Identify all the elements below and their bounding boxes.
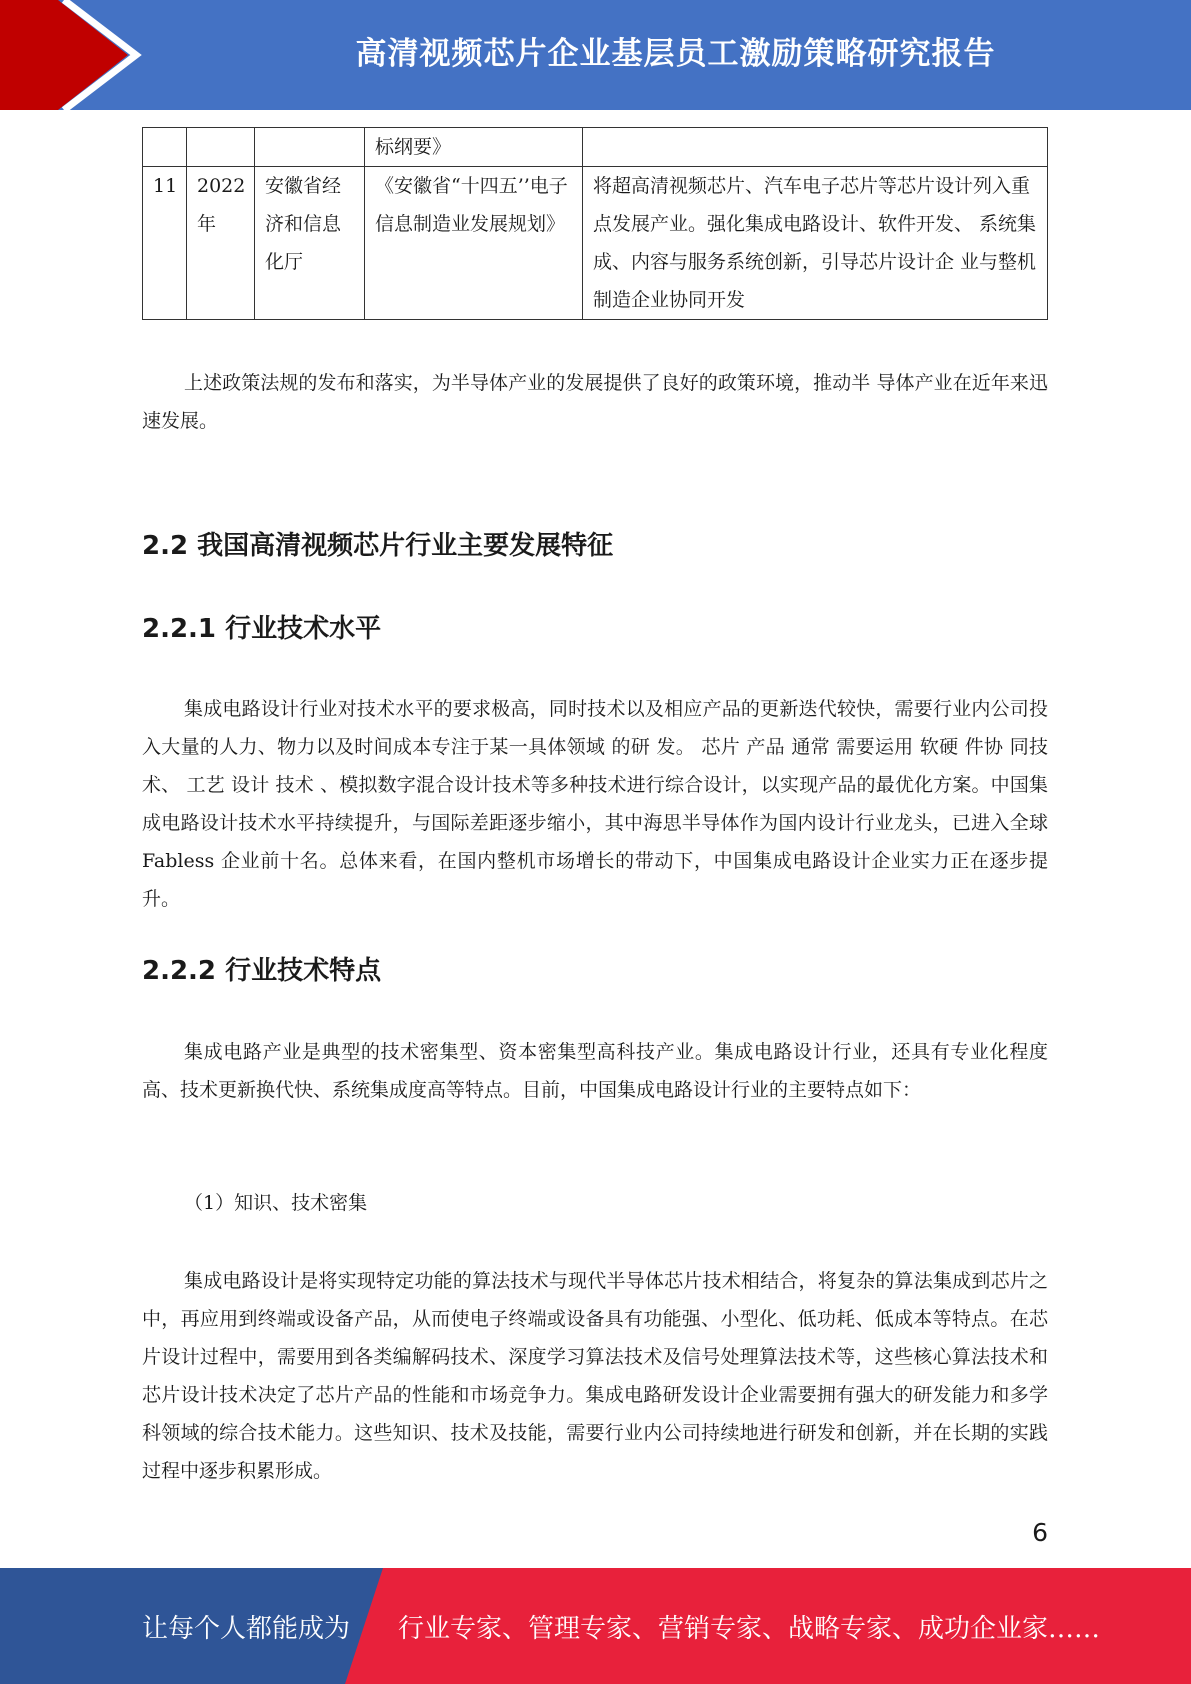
table-cell-org bbox=[255, 128, 365, 167]
intro-section bbox=[142, 364, 1048, 440]
report-title: 高清视频芯片企业基层员工激励策略研究报告 bbox=[355, 36, 996, 72]
knowledge-section bbox=[142, 1262, 1048, 1490]
table-cell-content bbox=[583, 128, 1048, 167]
table-cell-no: 11 bbox=[143, 167, 187, 320]
table-row bbox=[143, 167, 1048, 320]
table-cell-org: 安徽省经济和信息化厅 bbox=[255, 167, 365, 320]
section-heading-2-2-1: 2.2.1 行业技术水平 bbox=[142, 614, 382, 644]
table-cell-content: 将超高清视频芯片、汽车电子芯片等芯片设计列入重点发展产业。强化集成电路设计、软件开发、 系统集成、内容与服务系统创新，引导芯片设计企 业与整机制造企业协同开发 bbox=[583, 167, 1048, 320]
policy-table bbox=[142, 127, 1048, 320]
header-arrow-decoration bbox=[0, 0, 200, 110]
section-2-2-2-body bbox=[142, 1033, 1048, 1109]
footer-slogan-left: 让每个人都能成为 bbox=[142, 1614, 351, 1644]
page-number: 6 bbox=[1032, 1518, 1048, 1547]
list-item: （1）知识、技术密集 bbox=[184, 1192, 368, 1214]
table-cell-document: 《安徽省“十四五’’电子信息制造业发展规划》 bbox=[365, 167, 583, 320]
section-heading-2-2: 2.2 我国高清视频芯片行业主要发展特征 bbox=[142, 531, 614, 561]
tech-features-paragraph: 集成电路产业是典型的技术密集型、资本密集型高科技产业。集成电路设计行业，还具有专业化程度高、技术更新换代快、系统集成度高等特点。目前，中国集成电路设计行业的主要特点如下： bbox=[142, 1041, 1048, 1101]
section-2-2-1-body bbox=[142, 690, 1048, 918]
table-cell-document: 标纲要》 bbox=[365, 128, 583, 167]
intro-paragraph: 上述政策法规的发布和落实，为半导体产业的发展提供了良好的政策环境，推动半 导体产业在近年来迅速发展。 bbox=[142, 372, 1048, 432]
table-cell-year bbox=[187, 128, 255, 167]
list-section bbox=[142, 1184, 1048, 1222]
page-header bbox=[0, 0, 1191, 110]
page-footer bbox=[0, 1568, 1191, 1684]
table-cell-year: 2022年 bbox=[187, 167, 255, 320]
table-cell-no bbox=[143, 128, 187, 167]
knowledge-paragraph: 集成电路设计是将实现特定功能的算法技术与现代半导体芯片技术相结合，将复杂的算法集成到芯片之中，再应用到终端或设备产品，从而使电子终端或设备具有功能强、小型化、低功耗、低成本等特点。在芯片设计过程中，需要用到各类编解码技术、深度学习算法技术及信号处理算法技术等，这些核心算法技术和芯片设计技术决定了芯片产品的性能和市场竞争力。集成电路研发设计企业需要拥有强大的研发能力和多学科领域的综合技术能力。这些知识、技术及技能，需要行业内公司持续地进行研发和创新，并在长期的实践过程中逐步积累形成。 bbox=[142, 1270, 1048, 1482]
footer-slogan-right: 行业专家、管理专家、营销专家、战略专家、成功企业家…… bbox=[398, 1614, 1101, 1644]
table-row bbox=[143, 128, 1048, 167]
tech-level-paragraph: 集成电路设计行业对技术水平的要求极高，同时技术以及相应产品的更新迭代较快，需要行业内公司投入大量的人力、物力以及时间成本专注于某一具体领域 的研 发。 芯片 产品 通常 需要运用 软硬 件协 同技 术、 工艺 设计 技术 、模拟数字混合设计技术等多种技术进行综合设计，以实现产品的最优化方案。中国集成电路设计技术水平持续提升，与国际差距逐步缩小，其中海思半导体作为国内设计行业龙头，已进入全球 Fabless 企业前十名。总体来看，在国内整机市场增长的带动下，中国集成电路设计企业实力正在逐步提升。 bbox=[142, 698, 1048, 910]
section-heading-2-2-2: 2.2.2 行业技术特点 bbox=[142, 956, 382, 986]
